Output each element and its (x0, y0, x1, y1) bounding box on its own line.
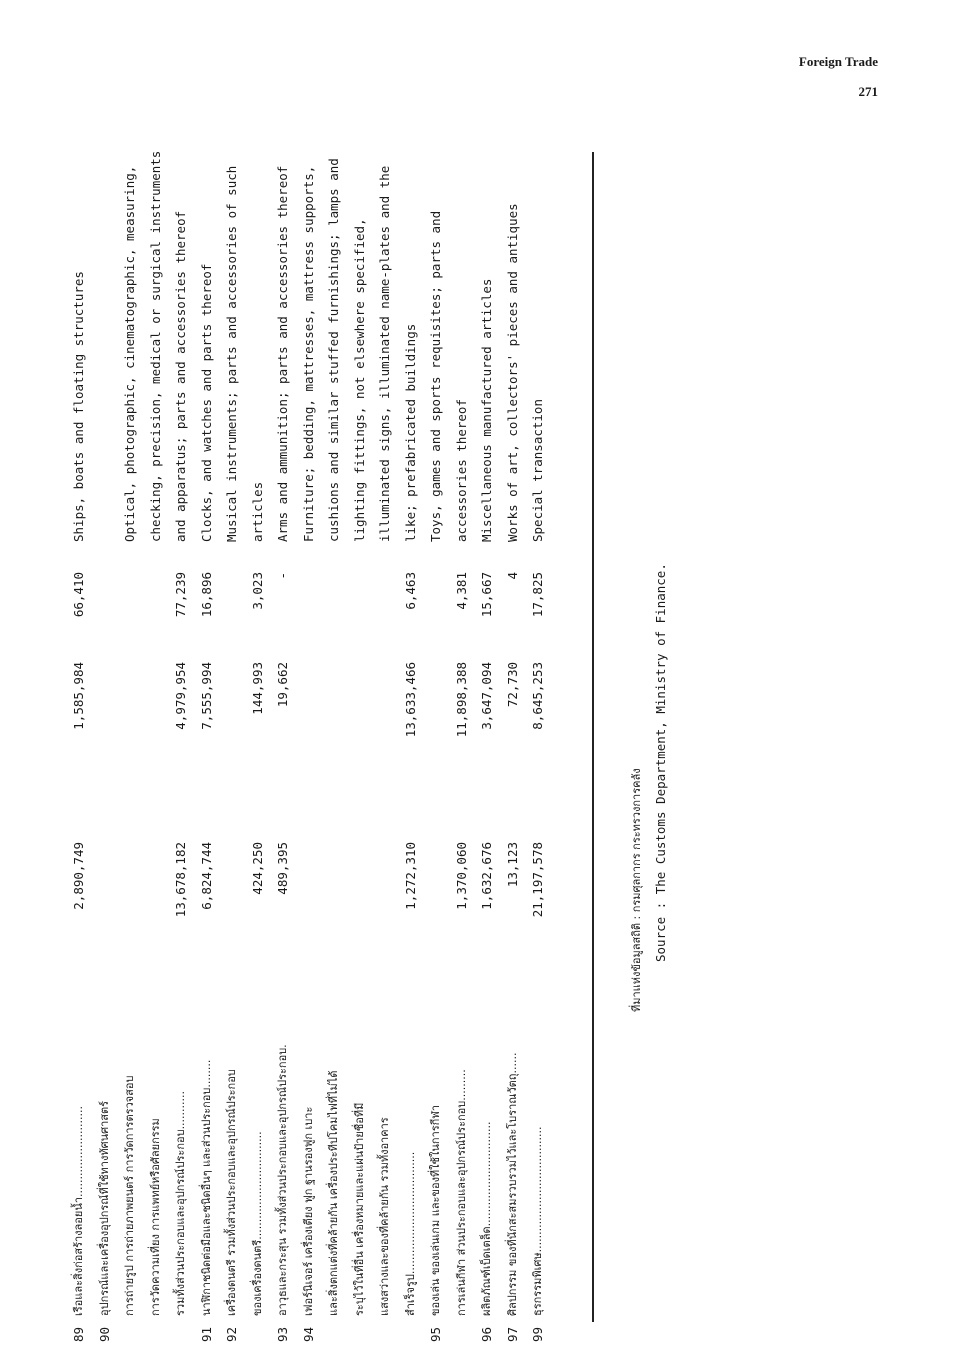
table-row (398, 152, 424, 1342)
value-col-2: 72,730 (504, 662, 520, 708)
value-col-3: 4,381 (453, 572, 469, 610)
thai-description: อาวุธและกระสุน รวมทั้งส่วนประกอบและอุปกรณ์ประกอบ. (276, 1044, 289, 1316)
english-description: lighting fittings, not elsewhere specified, (351, 218, 367, 542)
hs-code: 97 (504, 1326, 520, 1342)
english-description: Optical, photographic, cinematographic, measuring, (122, 165, 137, 542)
value-col-3: 16,896 (198, 572, 214, 618)
value-col-2: 3,647,094 (479, 662, 494, 730)
value-col-3: 6,463 (402, 572, 418, 610)
value-col-3: 4 (504, 572, 520, 580)
thai-description: และสิ่งตกแต่งที่คล้ายกัน เครื่องประทีปโคมไฟที่ไม่ได้ (327, 1070, 340, 1316)
english-description: illuminated signs, illuminated name-plates and the (377, 165, 392, 542)
hs-code: 99 (530, 1326, 545, 1342)
table-row (474, 152, 500, 1342)
thai-description: แสงสว่างและของที่คล้ายกัน รวมทั้งอาคาร (378, 1117, 391, 1316)
hs-code: 91 (198, 1326, 214, 1342)
table-row (423, 152, 449, 1342)
page-number: 271 (858, 84, 878, 99)
english-description: checking, precision, medical or surgical instruments (147, 150, 163, 542)
thai-description: ผลิตภัณฑ์เบ็ดเตล็ด.............................. (480, 1121, 493, 1316)
value-col-1: 13,678,182 (173, 842, 188, 918)
thai-description: ธุรกรรมพิเศษ.................................... (531, 1126, 544, 1316)
table-bottom-rule (592, 152, 594, 1322)
table-row (372, 152, 398, 1342)
thai-description: ระบุไว้ในที่อื่น เครื่องหมายและแผ่นป้ายชื่อที่มี (352, 1102, 366, 1316)
table-row (525, 152, 551, 1342)
value-col-2: 1,585,984 (71, 662, 86, 730)
table-row (92, 152, 118, 1342)
english-description: like; prefabricated buildings (402, 323, 418, 542)
value-col-1: 1,632,676 (479, 842, 494, 910)
table-row (270, 152, 296, 1342)
value-col-1: 2,890,749 (71, 842, 86, 910)
value-col-2: 4,979,954 (173, 662, 188, 730)
value-col-3: 3,023 (249, 572, 265, 610)
english-description: and apparatus; parts and accessories thereof (173, 210, 188, 542)
value-col-3: 15,667 (479, 572, 494, 618)
thai-description: เรือและสิ่งก่อสร้างลอยน้ำ.......................... (72, 1106, 85, 1316)
thai-description: เครื่องดนตรี รวมทั้งส่วนประกอบและอุปกรณ์ประกอบ (225, 1069, 238, 1316)
value-col-3: 66,410 (71, 572, 86, 618)
table-row (66, 152, 92, 1342)
thai-description: การวัดความเที่ยง การแพทย์หรือศัลยกรรม (148, 1118, 162, 1316)
hs-code: 94 (300, 1326, 316, 1342)
table-row (296, 152, 322, 1342)
value-col-1: 21,197,578 (530, 842, 545, 918)
value-col-3: 77,239 (173, 572, 188, 618)
thai-description: สำเร็จรูป................................... (403, 1151, 417, 1316)
english-description: Clocks, and watches and parts thereof (198, 263, 214, 542)
value-col-1: 13,123 (504, 842, 520, 888)
value-col-2: 19,662 (275, 662, 290, 708)
thai-description: นาฬิกาชนิดต่อมือและชนิดอื่นๆ และส่วนประกอบ........ (199, 1059, 213, 1316)
thai-description: รวมทั้งส่วนประกอบและอุปกรณ์ประกอบ........... (174, 1090, 187, 1316)
thai-description: อุปกรณ์และเครื่องอุปกรณ์ที่ใช้ทางทัศนศาสตร์ (97, 1100, 111, 1316)
value-col-2: 7,555,994 (198, 662, 214, 730)
hs-code: 90 (96, 1326, 112, 1342)
hs-code: 93 (275, 1326, 290, 1342)
source-note-thai: ที่มาแห่งข้อมูลสถิติ : กรมศุลกากร กระทรวงการคลัง (630, 768, 643, 1012)
english-description: Special transaction (530, 399, 545, 542)
value-col-2: 13,633,466 (402, 662, 418, 738)
hs-code: 95 (428, 1326, 443, 1342)
value-col-1: 424,250 (249, 842, 265, 895)
value-col-1: 489,395 (275, 842, 290, 895)
english-description: cushions and similar stuffed furnishings; lamps and (326, 158, 341, 542)
table-row (194, 152, 220, 1342)
table-row (500, 152, 526, 1342)
value-col-1: 6,824,744 (198, 842, 214, 910)
table-row (143, 152, 169, 1342)
value-col-2: 144,993 (249, 662, 265, 715)
english-description: Arms and ammunition; parts and accessories thereof (275, 165, 290, 542)
value-col-2: 8,645,253 (530, 662, 545, 730)
table-row (347, 152, 373, 1342)
thai-description: การถ่ายรูป การถ่ายภาพยนตร์ การวัดการตรวจสอบ (123, 1075, 136, 1316)
value-col-1: 1,272,310 (402, 842, 418, 910)
source-note-english: Source : The Customs Department, Ministry of Finance. (653, 563, 668, 962)
table-row (449, 152, 475, 1342)
thai-description: ของเล่น ของเล่นเกม และของที่ใช้ในการกีฬา (429, 1104, 442, 1316)
english-description: Musical instruments; parts and accessories of such (224, 165, 239, 542)
hs-code: 89 (71, 1326, 86, 1342)
rotated-trade-table (66, 152, 886, 1342)
english-description: accessories thereof (453, 399, 469, 542)
table-row (219, 152, 245, 1342)
value-col-3: 17,825 (530, 572, 545, 618)
english-description: Toys, games and sports requisites; parts and (428, 210, 443, 542)
thai-description: ศิลปกรรม ของที่นักสะสมรวบรวมไว้และโบราณวัตถุ...... (505, 1052, 519, 1316)
english-description: Ships, boats and floating structures (71, 271, 86, 542)
table-row (245, 152, 271, 1342)
table-row (117, 152, 143, 1342)
table-row (321, 152, 347, 1342)
hs-code: 92 (224, 1326, 239, 1342)
english-description: Miscellaneous manufactured articles (479, 278, 494, 542)
page-header-title: Foreign Trade (798, 54, 878, 69)
thai-description: ของเครื่องดนตรี............................... (250, 1131, 264, 1316)
value-col-1: 1,370,060 (453, 842, 469, 910)
thai-description: เฟอร์นิเจอร์ เครื่องเตียง ฟูก ฐานรองฟูก เบาะ (301, 1106, 315, 1316)
value-col-2: 11,898,388 (453, 662, 469, 738)
english-description: Works of art, collectors' pieces and antiques (504, 203, 520, 542)
english-description: Furniture; bedding, mattresses, mattress supports, (300, 165, 316, 542)
hs-code: 96 (479, 1326, 494, 1342)
thai-description: การเล่นกีฬา ส่วนประกอบและอุปกรณ์ประกอบ......... (454, 1069, 468, 1316)
value-col-3: - (275, 572, 290, 580)
english-description: articles (249, 481, 265, 542)
table-row (168, 152, 194, 1342)
